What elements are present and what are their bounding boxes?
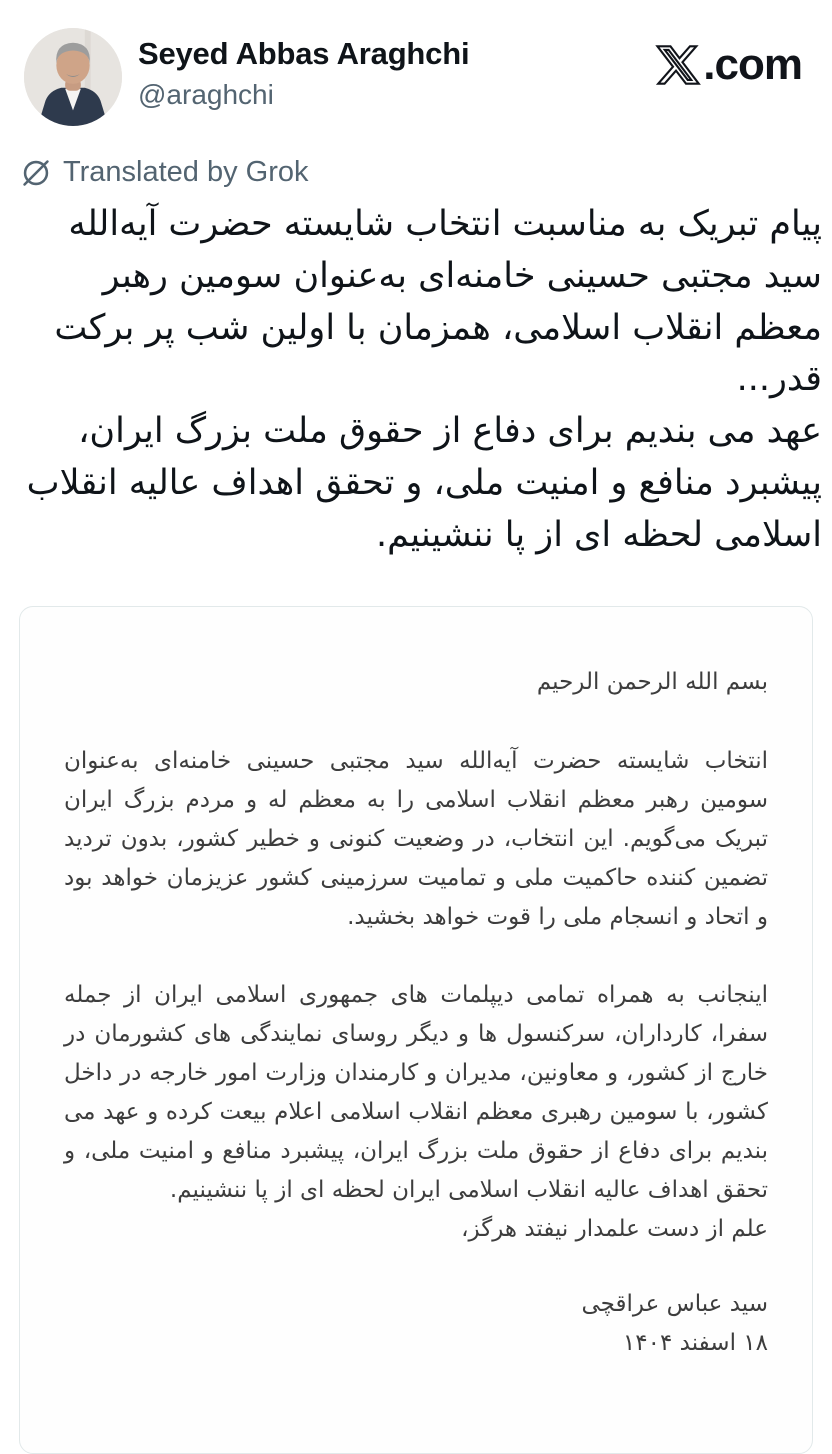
avatar[interactable] [24, 28, 122, 126]
letter-paragraph-2: اینجانب به همراه تمامی دیپلمات های جمهوری اسلامی ایران از جمله سفرا، کارداران، سرکنسول ها و دیگر روسای نمایندگی های کشورمان در خارج از کشور، و معاونین، مدیران و کارمندان وزارت امور خارجه در داخل کشور، با سومین رهبری معظم انقلاب اسلامی اعلام بیعت کرده و عهد می بندیم برای دفاع از حقوق ملت بزرگ ایران، پیشبرد منافع و امنیت ملی، و تحقق اهداف عالیه انقلاب اسلامی ایران لحظه ای از پا ننشینیم. [64, 981, 768, 1203]
identity-block [138, 28, 469, 111]
tweet-paragraph-2: عهد می بندیم برای دفاع از حقوق ملت بزرگ ایران، پیشبرد منافع و امنیت ملی، و تحقق اهداف عالیه انقلاب اسلامی لحظه ای از پا ننشینیم. [26, 411, 822, 555]
translated-by-grok-label: Translated by Grok [63, 156, 309, 188]
attached-letter-image[interactable] [19, 606, 813, 1454]
user-handle[interactable]: @araghchi [138, 78, 274, 110]
tweet-text [0, 189, 832, 562]
post-header [0, 0, 832, 126]
grok-icon [20, 157, 52, 189]
display-name[interactable]: Seyed Abbas Araghchi [138, 36, 470, 71]
profile-photo-placeholder [24, 28, 122, 126]
letter-signature-name: سید عباس عراقچی [581, 1290, 768, 1317]
tweet-paragraph-1: پیام تبریک به مناسبت انتخاب شایسته حضرت آیه‌الله سید مجتبی حسینی خامنه‌ای به‌عنوان سومین رهبر معظم انقلاب اسلامی، همزمان با اولین شب پر برکت قدر... [54, 204, 822, 400]
letter-signature-date: ۱۸ اسفند ۱۴۰۴ [622, 1329, 768, 1356]
translated-by-grok-button[interactable] [20, 156, 309, 189]
letter-closing-line: علم از دست علمدار نیفتد هرگز، [461, 1215, 768, 1242]
letter-paragraph-1: انتخاب شایسته حضرت آیه‌الله سید مجتبی حسینی خامنه‌ای به‌عنوان سومین رهبر معظم انقلاب اسلامی را به معظم له و مردم بزرگ ایران تبریک می‌گویم. این انتخاب، در وضعیت کنونی و خطیر کشور، بدون تردید تضمین کننده حاکمیت ملی و تمامیت سرزمینی کشور عزیزمان خواهد بود و اتحاد و انسجام ملی را قوت خواهد بخشید. [64, 747, 768, 930]
x-com-logo-text: .com [703, 40, 802, 89]
x-logo-icon [655, 42, 701, 88]
letter-bismillah: بسم الله الرحمن الرحیم [536, 668, 768, 695]
x-com-logo [655, 28, 802, 90]
